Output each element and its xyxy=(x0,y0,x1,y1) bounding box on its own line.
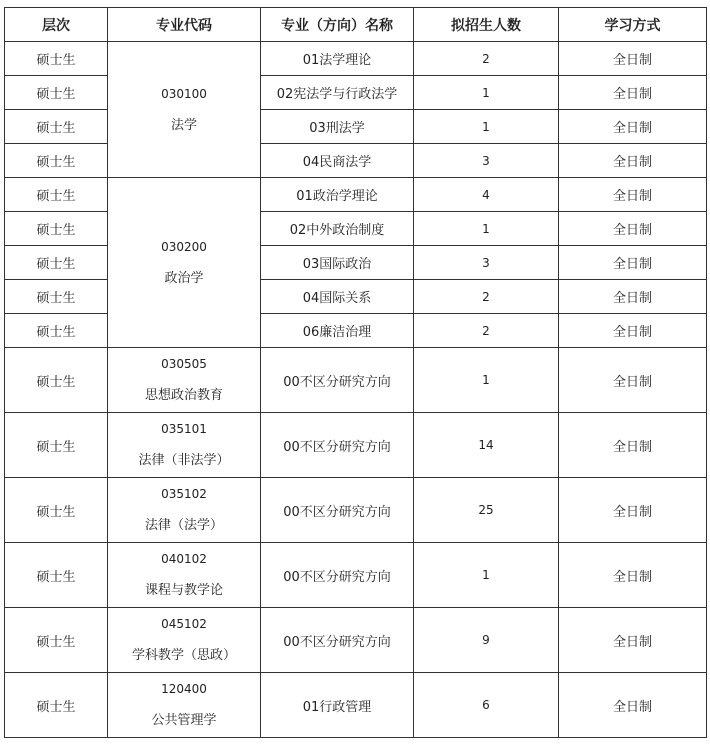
enrollment-table xyxy=(4,7,707,738)
count-cell: 2 xyxy=(414,42,559,76)
count-cell: 25 xyxy=(414,478,559,543)
level-cell: 硕士生 xyxy=(5,413,108,478)
header-direction: 专业（方向）名称 xyxy=(261,8,414,42)
table-row xyxy=(5,478,707,543)
mode-cell: 全日制 xyxy=(559,178,707,212)
level-cell: 硕士生 xyxy=(5,110,108,144)
level-cell: 硕士生 xyxy=(5,543,108,608)
mode-cell: 全日制 xyxy=(559,110,707,144)
direction-cell: 02宪法学与行政法学 xyxy=(261,76,414,110)
header-mode: 学习方式 xyxy=(559,8,707,42)
major-code: 035102 xyxy=(161,487,207,501)
direction-cell: 01法学理论 xyxy=(261,42,414,76)
major-code: 030200 xyxy=(161,239,207,254)
count-cell: 14 xyxy=(414,413,559,478)
major-code-cell xyxy=(108,478,261,543)
major-code: 030100 xyxy=(161,86,207,101)
count-cell: 6 xyxy=(414,673,559,738)
count-cell: 4 xyxy=(414,178,559,212)
table-row xyxy=(5,543,707,608)
header-count: 拟招生人数 xyxy=(414,8,559,42)
major-name: 政治学 xyxy=(164,270,204,286)
header-level: 层次 xyxy=(5,8,108,42)
major-code-cell xyxy=(108,348,261,413)
level-cell: 硕士生 xyxy=(5,76,108,110)
level-cell: 硕士生 xyxy=(5,178,108,212)
count-cell: 1 xyxy=(414,212,559,246)
major-name: 课程与教学论 xyxy=(144,583,223,598)
direction-cell: 01政治学理论 xyxy=(261,178,414,212)
direction-cell: 06廉洁治理 xyxy=(261,314,414,348)
direction-cell: 00不区分研究方向 xyxy=(261,348,414,413)
major-name: 法学 xyxy=(170,117,197,133)
level-cell: 硕士生 xyxy=(5,212,108,246)
direction-cell: 04国际关系 xyxy=(261,280,414,314)
table-row xyxy=(5,673,707,738)
mode-cell: 全日制 xyxy=(559,280,707,314)
level-cell: 硕士生 xyxy=(5,478,108,543)
level-cell: 硕士生 xyxy=(5,314,108,348)
direction-cell: 00不区分研究方向 xyxy=(261,413,414,478)
direction-cell: 00不区分研究方向 xyxy=(261,543,414,608)
major-name: 公共管理学 xyxy=(151,713,217,728)
major-name: 法律（非法学） xyxy=(138,453,230,468)
count-cell: 1 xyxy=(414,76,559,110)
count-cell: 1 xyxy=(414,543,559,608)
count-cell: 3 xyxy=(414,246,559,280)
table-row xyxy=(5,42,707,76)
count-cell: 1 xyxy=(414,348,559,413)
major-code: 035101 xyxy=(161,422,207,436)
count-cell: 2 xyxy=(414,314,559,348)
mode-cell: 全日制 xyxy=(559,314,707,348)
table-row xyxy=(5,413,707,478)
mode-cell: 全日制 xyxy=(559,608,707,673)
level-cell: 硕士生 xyxy=(5,608,108,673)
mode-cell: 全日制 xyxy=(559,478,707,543)
table-row xyxy=(5,348,707,413)
mode-cell: 全日制 xyxy=(559,42,707,76)
mode-cell: 全日制 xyxy=(559,543,707,608)
level-cell: 硕士生 xyxy=(5,42,108,76)
major-code: 045102 xyxy=(161,617,207,631)
major-code: 040102 xyxy=(161,552,207,566)
count-cell: 3 xyxy=(414,144,559,178)
table-row xyxy=(5,178,707,212)
mode-cell: 全日制 xyxy=(559,348,707,413)
level-cell: 硕士生 xyxy=(5,673,108,738)
mode-cell: 全日制 xyxy=(559,246,707,280)
header-row xyxy=(5,8,707,42)
mode-cell: 全日制 xyxy=(559,212,707,246)
mode-cell: 全日制 xyxy=(559,413,707,478)
major-code: 030505 xyxy=(161,357,207,371)
major-code-cell xyxy=(108,673,261,738)
level-cell: 硕士生 xyxy=(5,144,108,178)
count-cell: 9 xyxy=(414,608,559,673)
major-name: 思想政治教育 xyxy=(144,388,223,403)
mode-cell: 全日制 xyxy=(559,76,707,110)
direction-cell: 00不区分研究方向 xyxy=(261,478,414,543)
major-name: 法律（法学） xyxy=(144,518,223,533)
level-cell: 硕士生 xyxy=(5,280,108,314)
major-code: 120400 xyxy=(161,682,207,696)
major-name: 学科教学（思政） xyxy=(131,648,236,663)
header-code: 专业代码 xyxy=(108,8,261,42)
direction-cell: 00不区分研究方向 xyxy=(261,608,414,673)
mode-cell: 全日制 xyxy=(559,144,707,178)
direction-cell: 01行政管理 xyxy=(261,673,414,738)
direction-cell: 03刑法学 xyxy=(261,110,414,144)
major-code-cell xyxy=(108,608,261,673)
count-cell: 2 xyxy=(414,280,559,314)
major-code-cell xyxy=(108,42,261,178)
level-cell: 硕士生 xyxy=(5,348,108,413)
count-cell: 1 xyxy=(414,110,559,144)
major-code-cell xyxy=(108,543,261,608)
table-row xyxy=(5,608,707,673)
major-code-cell xyxy=(108,413,261,478)
major-code-cell xyxy=(108,178,261,348)
level-cell: 硕士生 xyxy=(5,246,108,280)
direction-cell: 02中外政治制度 xyxy=(261,212,414,246)
table-body xyxy=(5,42,707,738)
direction-cell: 03国际政治 xyxy=(261,246,414,280)
direction-cell: 04民商法学 xyxy=(261,144,414,178)
mode-cell: 全日制 xyxy=(559,673,707,738)
